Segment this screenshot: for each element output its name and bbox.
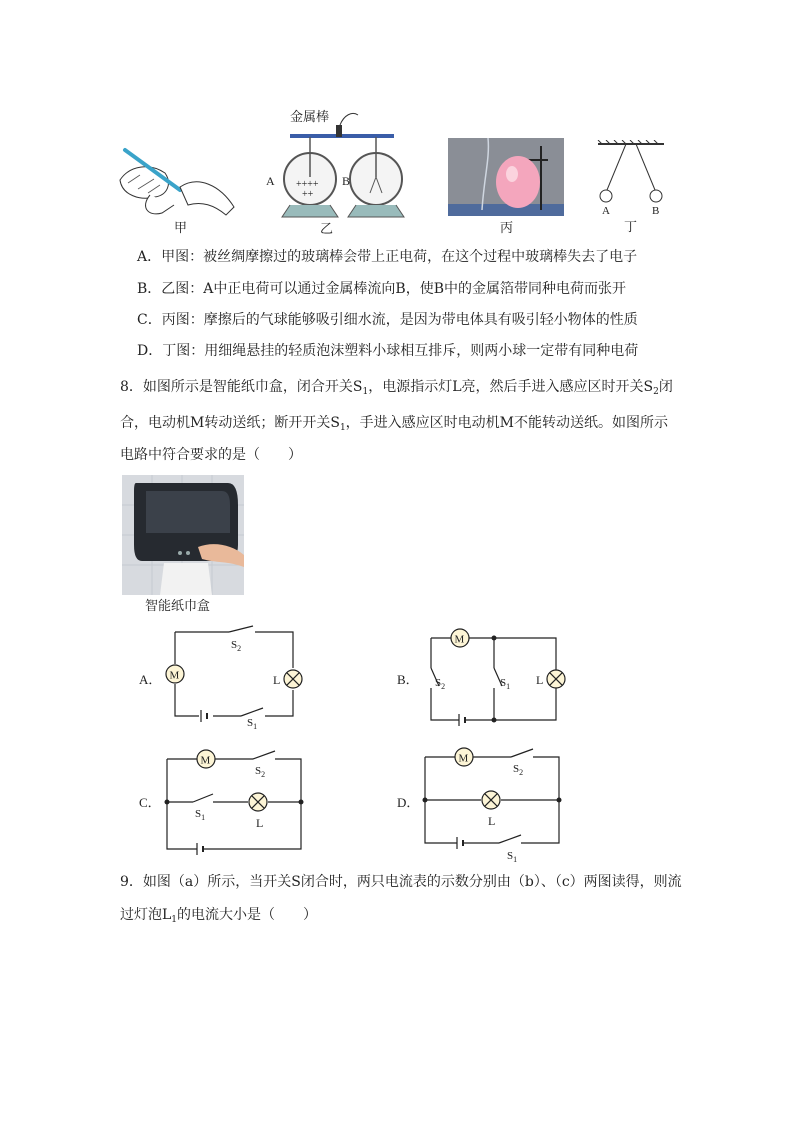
option-letter: B． bbox=[397, 672, 419, 687]
q8-line-2 bbox=[120, 414, 668, 432]
switch-label: $S_2$ bbox=[255, 765, 266, 779]
circuit-a bbox=[135, 624, 305, 729]
option-text: 丁图：用细绳悬挂的轻质泡沫塑料小球相互排斥，则两小球一定带有同种电荷 bbox=[162, 343, 639, 359]
motor-label: M bbox=[454, 633, 465, 646]
lamp-label: L bbox=[488, 814, 496, 828]
option-letter: C． bbox=[137, 312, 162, 328]
motor-label: M bbox=[169, 669, 180, 682]
q7-option-b bbox=[137, 280, 626, 298]
lamp-label: L bbox=[273, 673, 281, 687]
q8-text: 如图所示是智能纸巾盒，闭合开关S bbox=[142, 379, 363, 395]
switch-label: $S_2$ bbox=[435, 677, 446, 691]
q8-text: 闭 bbox=[658, 379, 673, 395]
switch-label: $S_1$ bbox=[195, 808, 206, 822]
option-letter: A． bbox=[139, 672, 162, 687]
ding-label-b: B bbox=[652, 205, 660, 217]
rod-label: 金属棒 bbox=[290, 109, 330, 124]
ding-label-a: A bbox=[602, 205, 610, 217]
q9-line-2 bbox=[120, 906, 317, 924]
option-text: 甲图：被丝绸摩擦过的玻璃棒会带上正电荷，在这个过程中玻璃棒失去了电子 bbox=[161, 249, 638, 265]
option-letter: A． bbox=[137, 249, 162, 265]
option-letter: D． bbox=[397, 795, 420, 810]
option-text: 丙图：摩擦后的气球能够吸引细水流，是因为带电体具有吸引轻小物体的性质 bbox=[161, 312, 638, 328]
question-number: 8． bbox=[120, 379, 143, 395]
figure-caption-jia: 甲 bbox=[174, 220, 188, 235]
figure-jia bbox=[110, 135, 245, 235]
lamp-label: L bbox=[536, 673, 544, 687]
q8-text: ，电源指示灯L亮，然后手进入感应区时开关S bbox=[368, 379, 654, 395]
figure-caption-bing: 丙 bbox=[500, 220, 514, 235]
circuit-c bbox=[135, 745, 310, 860]
charges-bottom: ++ bbox=[302, 189, 314, 200]
q7-option-a bbox=[137, 248, 637, 266]
option-text: 乙图：A中正电荷可以通过金属棒流向B，使B中的金属箔带同种电荷而张开 bbox=[161, 281, 626, 297]
label-a: A bbox=[266, 174, 275, 188]
figure-ding bbox=[592, 140, 672, 236]
subscript: 1 bbox=[171, 915, 178, 925]
option-letter: B． bbox=[137, 281, 162, 297]
q9-line-1 bbox=[120, 873, 682, 891]
lamp-label: L bbox=[256, 816, 264, 830]
motor-label: M bbox=[200, 754, 211, 767]
q7-option-c bbox=[137, 311, 638, 329]
q9-text: 的电流大小是（ ） bbox=[177, 907, 318, 923]
switch-label: $S_1$ bbox=[247, 717, 258, 729]
lamp-icon bbox=[284, 670, 302, 688]
switch-label: $S_2$ bbox=[231, 639, 242, 653]
q9-text: 过灯泡L bbox=[120, 907, 172, 923]
lamp-icon bbox=[482, 791, 500, 809]
option-letter: D． bbox=[137, 343, 163, 359]
option-letter: C． bbox=[139, 795, 161, 810]
lamp-icon bbox=[249, 793, 267, 811]
q8-text: 电路中符合要求的是（ ） bbox=[120, 447, 302, 463]
q9-text: 如图（a）所示，当开关S闭合时，两只电流表的示数分别由（b）、（c）两图读得，则流 bbox=[142, 874, 682, 890]
photo-caption: 智能纸巾盒 bbox=[145, 599, 211, 614]
label-b: B bbox=[342, 174, 351, 188]
figure-caption-ding: 丁 bbox=[624, 219, 638, 234]
q8-text: ，手进入感应区时电动机M不能转动送纸。如图所示 bbox=[345, 415, 669, 431]
switch-label: $S_1$ bbox=[507, 850, 518, 864]
motor-label: M bbox=[458, 752, 469, 765]
tissue-box-photo bbox=[122, 475, 244, 595]
figure-bing bbox=[448, 138, 564, 236]
switch-label: $S_1$ bbox=[500, 677, 511, 691]
q8-line-1 bbox=[120, 378, 673, 396]
q8-text: 合，电动机M转动送纸；断开开关S bbox=[120, 415, 340, 431]
figure-caption-yi: 乙 bbox=[320, 221, 334, 235]
subscript: 1 bbox=[339, 423, 346, 433]
subscript: 1 bbox=[362, 387, 369, 397]
switch-label: $S_2$ bbox=[513, 763, 524, 777]
subscript: 2 bbox=[653, 387, 659, 397]
q7-option-d bbox=[137, 342, 638, 360]
q8-line-3 bbox=[120, 446, 302, 464]
figure-yi bbox=[262, 107, 412, 235]
question-number: 9． bbox=[120, 874, 143, 890]
charges-top: ++++ bbox=[296, 179, 319, 190]
circuit-b bbox=[393, 624, 573, 729]
circuit-d bbox=[393, 745, 573, 865]
lamp-icon bbox=[547, 670, 565, 688]
